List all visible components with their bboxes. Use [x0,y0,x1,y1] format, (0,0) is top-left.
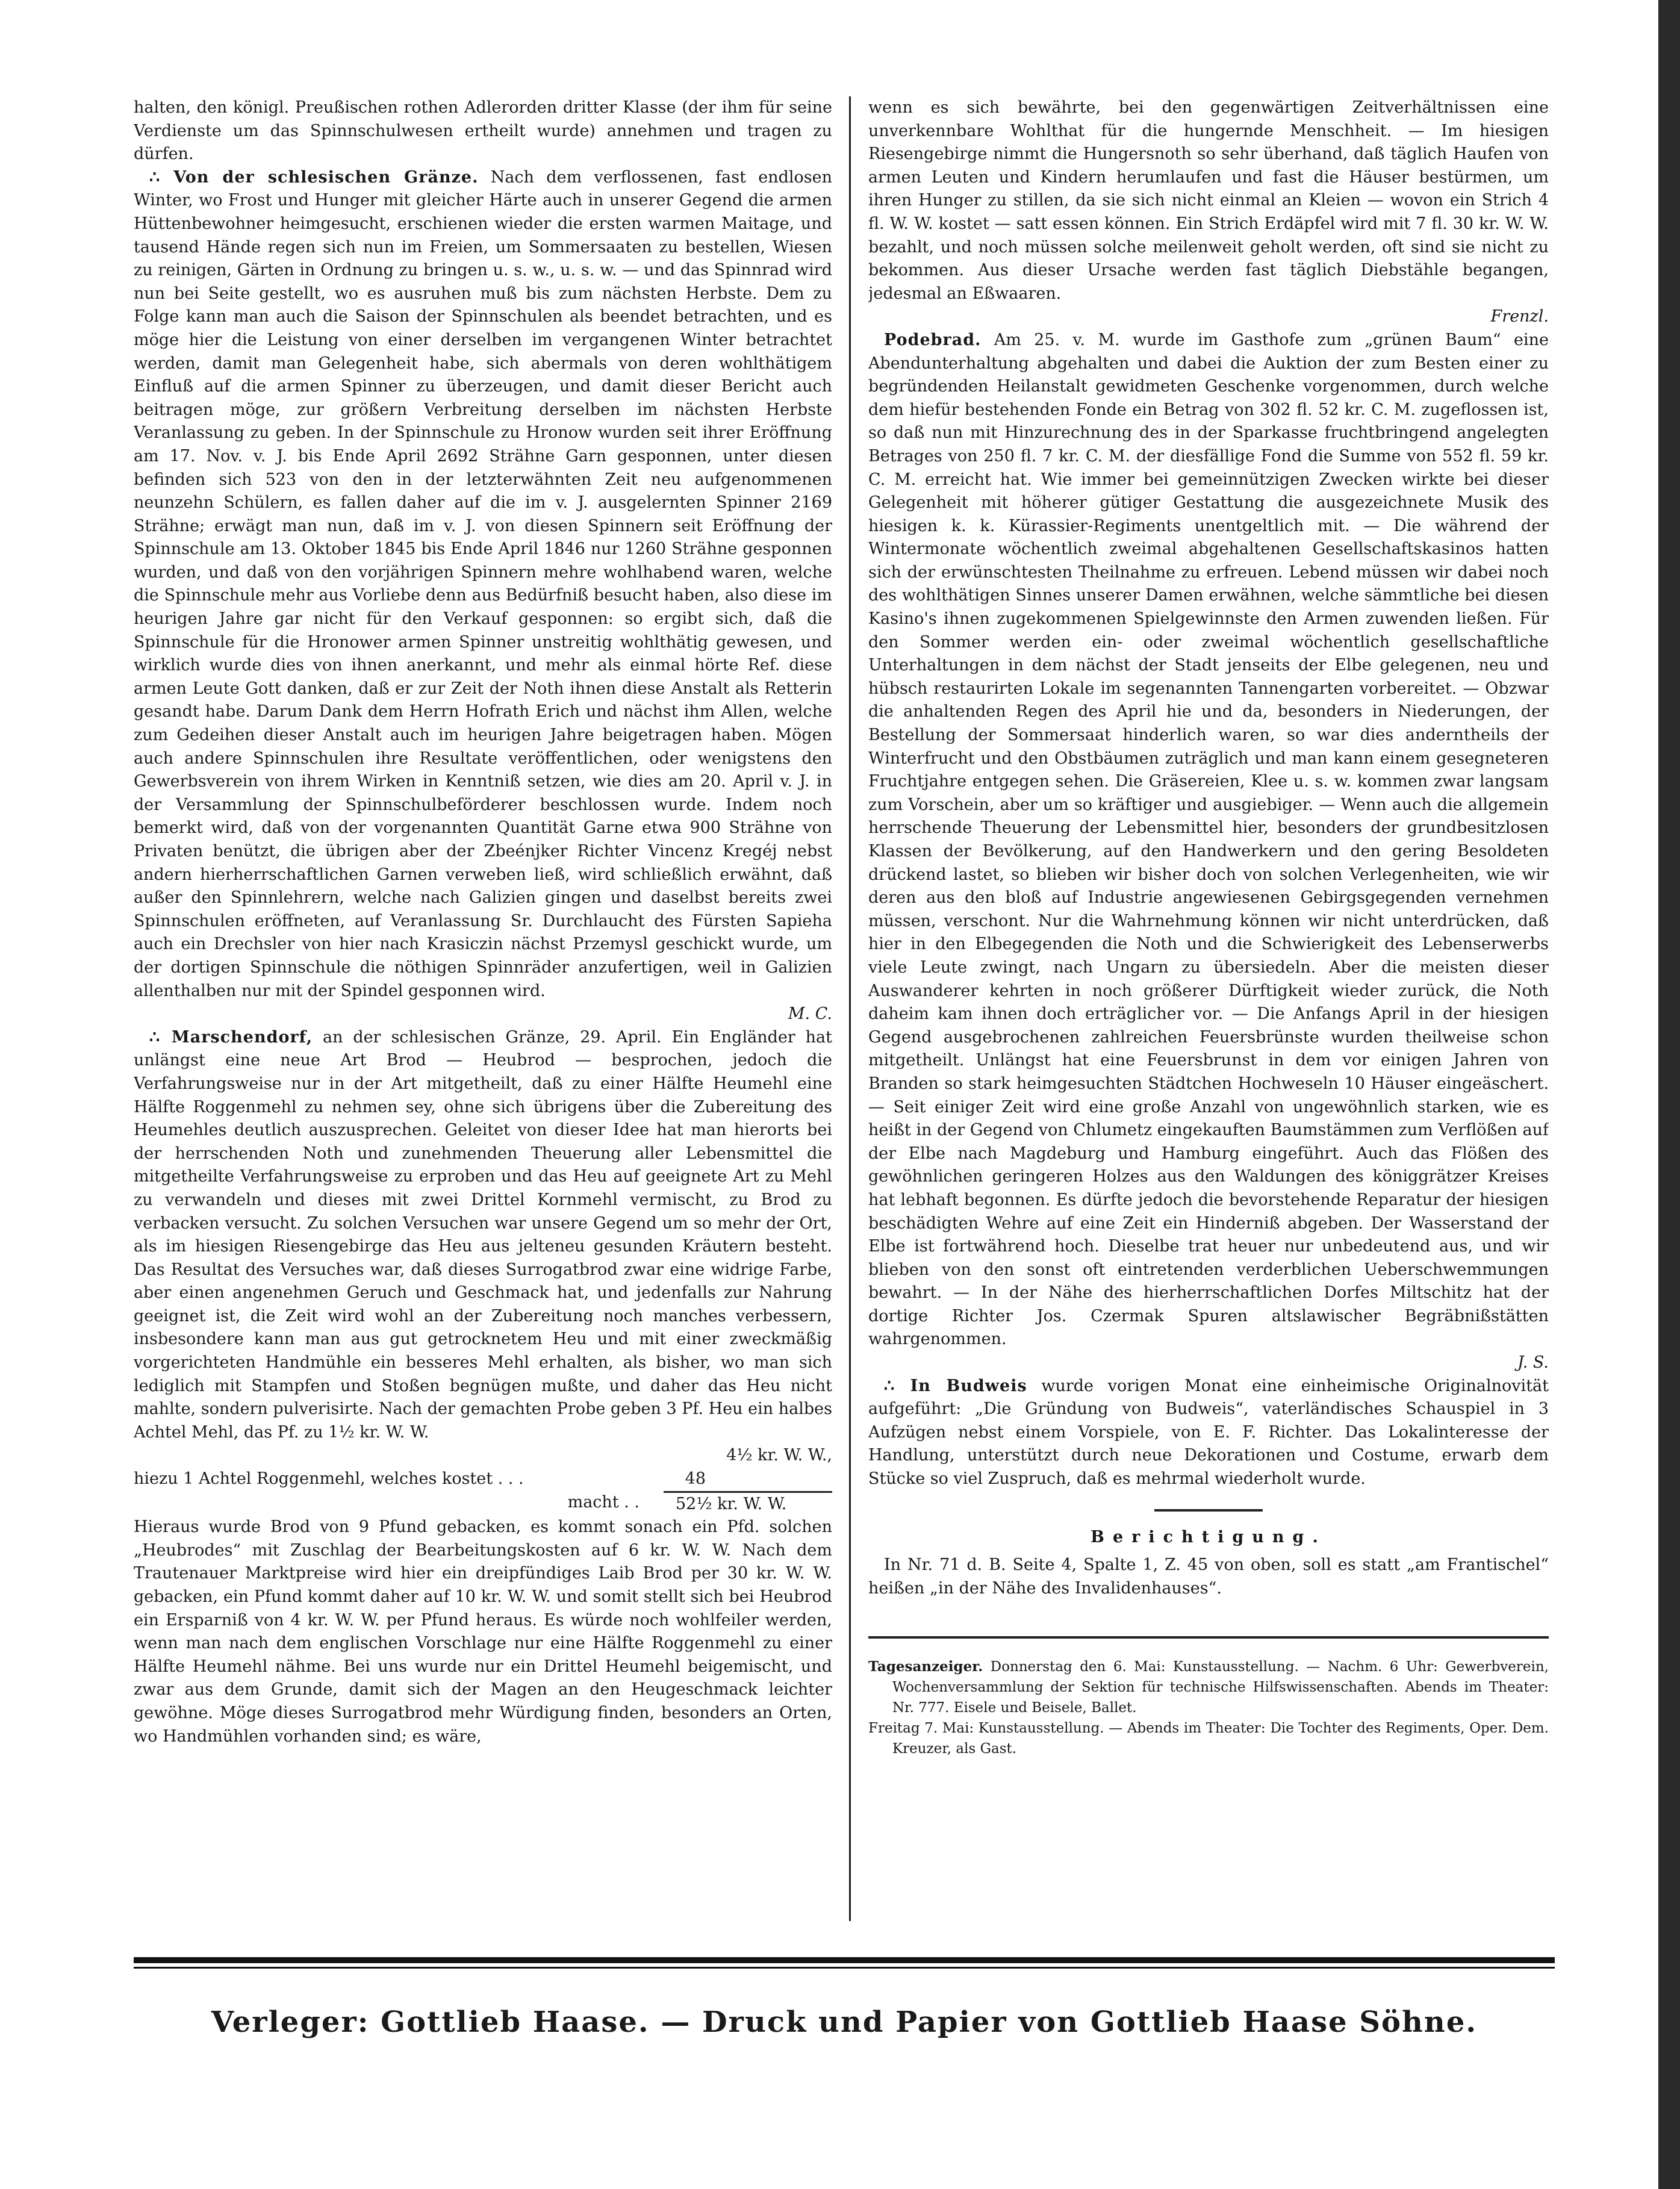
calc-total-label: macht . . [567,1492,639,1512]
article-signature: Frenzl. [1490,307,1549,326]
continued-paragraph [868,96,1549,329]
section-divider [1154,1509,1263,1512]
article-signature: M. C. [788,1004,832,1024]
left-column [134,96,832,1939]
intro-paragraph: halten, den königl. Preußischen rothen Adlerorden dritter Klasse (der ihm für seine Verdienste um das Spinnschulwesen ertheilt wurde) annehmen und tragen zu dürfen. [134,98,832,164]
calc-value: 4½ kr. W. W., [726,1446,832,1465]
tagesanzeiger-entry [868,1657,1549,1718]
tagesanzeiger-entry: Freitag 7. Mai: Kunstausstellung. — Abends im Theater: Die Tochter des Regiments, Oper. Dem. Kreuzer, als Gast. [868,1720,1549,1757]
article-podebrad [868,329,1549,1375]
footer-rule-thin [134,1967,1555,1969]
article-text: Am 25. v. M. wurde im Gasthofe zum „grünen Baum“ eine Abendunterhaltung abgehalten und dabei die Auktion der zum Besten einer zu begründenden Heilanstalt gewidmeten Geschenke vorgenommen, durch welche dem hiefür bestehenden Fonde ein Betrag von 302 fl. 52 kr. C. M. zugeflossen ist, so daß nun mit Hinzurechnung des in der Sparkasse fruchtbringend angelegten Betrages von 250 fl. 7 kr. C. M. der diesfällige Fond die Summe von 552 fl. 59 kr. C. M. erreicht hat. Wie immer bei gemeinnützigen Zwecken wirkte bei dieser Gelegenheit mit höherer gütiger Gestattung die ausgezeichnete Musik des hiesigen k. k. Kürassier-Regiments unentgeltlich mit. — Die während der Wintermonate wöchentlich zweimal abgehaltenen Gesellschaftskasinos hatten sich der erwünschtesten Theilnahme zu erfreuen. Lebend müssen wir dabei noch des wohlthätigen Sinnes unserer Damen erwähnen, welche sämmtliche bei diesen Kasino's ihnen zugekommenen Spielgewinnste den Armen zuwenden ließen. Für den Sommer werden ein- oder zweimal wöchentlich gesellschaftliche Unterhaltungen in dem nächst der Stadt jenseits der Elbe gelegenen, neu und hübsch restaurirten Lokale im segenannten Tannengarten vorbereitet. — Obzwar die anhaltenden Regen des April hie und da, besonders in Niederungen, der Bestellung der Sommersaat hinderlich waren, so war dies anderntheils der Winterfrucht und den Obstbäumen zuträglich und man kann einem gesegneteren Fruchtjahre entgegen sehen. Die Gräsereien, Klee u. s. w. kommen zwar langsam zum Vorschein, aber um so kräftiger und ausgiebiger. — Wenn auch die allgemein herrschende Theuerung der Lebensmittel hier, besonders der grundbesitzlosen Klassen der Bevölkerung, auf den Handwerkern und den gering Besoldeten drückend lastet, so blieben wir bisher doch von solchen Verlegenheiten, wie wir deren aus den bloß auf Industrie angewiesenen Gebirgsgegenden vernehmen müssen, verschont. Nur die Wahrnehmung können wir nicht unterdrücken, daß hier in den Elbegegenden die Noth und die Schwierigkeit des Lebenserwerbs viele Leute zwingt, nach Ungarn zu übersiedeln. Aber die meisten dieser Auswanderer kehrten in noch größerer Dürftigkeit wieder zurück, die Noth daheim kam ihnen doch erträglicher vor. — Die Anfangs April in der hiesigen Gegend ausgebrochenen zahlreichen Feuersbrünste wurden theilweise schon mitgetheilt. Unlängst hat eine Feuersbrunst in dem vor einigen Jahren von Branden so stark heimgesuchten Städtchen Hochweseln 10 Häuser eingeäschert. — Seit einiger Zeit wird eine große Anzahl von ungewöhnlich starken, wie es heißt in der Gegend von Chlumetz eingekauften Baumstämmen zum Verflößen auf der Elbe nach Magdeburg und Hamburg eingeführt. Auch das Flößen des gewöhnlichen geringeren Holzes aus den Waldungen des königgrätzer Kreises hat lebhaft begonnen. Es dürfte jedoch die bevorstehende Reparatur der hiesigen beschädigten Wehre auf eine Zeit ein Hinderniß abgeben. Der Wasserstand der Elbe ist fortwährend hoch. Dieselbe trat heuer nur unbedeutend aus, und wir blieben von den sonst oft eintretenden verderblichen Ueberschwemmungen bewahrt. — In der Nähe des hierherrschaftlichen Dorfes Miltschitz hat der dortige Richter Jos. Czermak Spuren altslawischer Begräbnißstätten wahrgenommen. [868,330,1549,1349]
correction-heading: Berichtigung. [1090,1527,1327,1546]
calc-row [134,1468,832,1491]
newspaper-page [134,96,1555,2144]
calc-row [134,1444,832,1468]
calc-total [134,1491,832,1516]
tagesanzeiger-label: Tagesanzeiger. [868,1658,983,1675]
tagesanzeiger-text: Donnerstag den 6. Mai: Kunstausstellung. — Nachm. 6 Uhr: Gewerbverein, Wochenversammlung der Sektion für technische Hilfswissenschaften. Abends im Theater: Nr. 777. Eisele und Beisele, Ballet. [892,1659,1549,1716]
article-schlesische-graenze [134,166,832,1026]
article-text: an der schlesischen Gränze, 29. April. Ein Engländer hat unlängst eine neue Art Brod — Heubrod — besprochen, jedoch die Verfahrungsweise nur in der Art mitgetheilt, daß zu einer Hälfte Heumehl eine Hälfte Roggenmehl zu nehmen sey, ohne sich übrigens über die Zubereitung des Heumehles deutlich auszusprechen. Geleitet von dieser Idee hat man hierorts bei der herrschenden Noth und zunehmenden Theuerung aller Lebensmittel die mitgetheilte Verfahrungsweise zu erproben und das Heu auf geeignete Art zu Mehl zu verwandeln und dieses mit zwei Drittel Kornmehl vermischt, zu Brod zu verbacken versucht. Zu solchen Versuchen war unsere Gegend um so mehr der Ort, als im hiesigen Riesengebirge das Heu aus jelteneu gesunden Kräutern besteht. Das Resultat des Versuches war, daß dieses Surrogatbrod zwar eine widrige Farbe, aber einen angenehmen Geruch und Geschmack hat, und jedenfalls zur Nahrung geeignet ist, die Zeit wird wohl an der Zubereitung noch manches verbessern, insbesondere kann man aus gut getrocknetem Heu und mit einer zweckmäßig vorgerichteten Handmühle ein besseres Mehl erhalten, als bisher, wo man sich lediglich mit Stampfen und Stoßen begnügen mußte, und daher das Heu nicht mahlte, sondern pulverisirte. Nach der gemachten Probe geben 3 Pf. Heu ein halbes Achtel Mehl, das Pf. zu 1½ kr. W. W. [134,1027,832,1442]
scan-edge [1658,0,1680,2189]
columns [134,96,1555,1939]
footer-rule-thick [134,1957,1555,1963]
article-marschendorf [134,1026,832,1445]
price-calculation [134,1444,832,1516]
article-budweis [868,1375,1549,1491]
correction-text: In Nr. 71 d. B. Seite 4, Spalte 1, Z. 45 von oben, soll es statt „am Frantischel“ heißen „in der Nähe des Invalidenhauses“. [868,1555,1549,1598]
calc-value: 48 [685,1469,706,1489]
article-lead: Podebrad. [884,330,982,349]
article-lead: ∴ Marschendorf, [149,1027,313,1047]
column-rule [849,96,851,1921]
article-lead: ∴ In Budweis [884,1376,1027,1395]
article-text: Nach dem verflossenen, fast endlosen Winter, wo Frost und Hunger mit gleicher Härte auch in unserer Gegend die armen Hüttenbewohner heimgesucht, erschienen wieder die ersten warmen Maitage, und tausend Hände regen sich nun im Freien, um Sommersaaten zu bestellen, Wiesen zu reinigen, Gärten in Ordnung zu bringen u. s. w., u. s. w. — und das Spinnrad wird nun bei Seite gestellt, wo es ausruhen muß bis zum nächsten Herbste. Dem zu Folge kann man auch die Saison der Spinnschulen als beendet betrachten, und es möge hier die Leistung von einer derselben im vergangenen Winter betrachtet werden, damit man Gelegenheit habe, sich abermals von deren wohlthätigem Einfluß auf die armen Spinner zu überzeugen, und damit dieser Bericht auch beitragen möge, zur größern Verbreitung derselben im nächsten Herbste Veranlassung zu geben. In der Spinnschule zu Hronow wurden seit ihrer Eröffnung am 17. Nov. v. J. bis Ende April 2692 Strähne Garn gesponnen, unter diesen befinden sich 523 von den in der letzterwähnten Zeit neu aufgenommenen neunzehn Schülern, es fallen daher auf die im v. J. ausgelernten Spinner 2169 Strähne; erwägt man nun, daß im v. J. von diesen Spinnern seit Eröffnung der Spinnschule am 13. Oktober 1845 bis Ende April 1846 nur 1260 Strähne gesponnen wurden, und daß von den vorjährigen Spinnern mehre wohlhabend waren, welche die Spinnschule mehr aus Vorliebe denn aus Bedürfniß besucht haben, also diese im heurigen Jahre gar nicht für den Verkauf gesponnen: so ergibt sich, daß die Spinnschule für die Hronower armen Spinner unstreitig wohlthätig gewesen, und wirklich wurde dies von ihnen anerkannt, und mehr als einmal hörte Ref. diese armen Leute Gott danken, daß er zur Zeit der Noth ihnen diese Anstalt als Retterin gesandt habe. Darum Dank dem Herrn Hofrath Erich und nächst ihm Allen, welche zum Gedeihen dieser Anstalt auch im heurigen Jahre beigetragen haben. Mögen auch andere Spinnschulen ihre Resultate veröffentlichen, oder wenigstens den Gewerbsverein von ihrem Wirken in Kenntniß setzen, wie dies am 20. April v. J. in der Versammlung der Spinnschulbeförderer beschlossen wurde. Indem noch bemerkt wird, daß von der vorgenannten Quantität Garne etwa 900 Strähne von Privaten benützt, die übrigen aber der Zbeénjker Richter Vincenz Kregéj nebst andern hierherrschaftlichen Garnen verweben ließ, wird schließlich erwähnt, daß außer den Spinnlehrern, welche nach Galizien gingen und daselbst bereits zwei Spinnschulen eröffneten, auf Veranlassung Sr. Durchlaucht des Fürsten Sapieha auch ein Drechsler von hier nach Krasiczin nächst Przemysl geschickt wurde, um der dortigen Spinnschule die nöthigen Spinnräder anzufertigen, weil in Galizien allenthalben nur mit der Spindel gesponnen wird. [134,167,832,1000]
section-rule [868,1636,1549,1639]
paragraph-heubrod: Hieraus wurde Brod von 9 Pfund gebacken, es kommt sonach ein Pfd. solchen „Heubrodes“ mit Zuschlag der Bearbeitungskosten auf 6 kr. W. W. Nach dem Trautenauer Marktpreise wird hier ein dreipfündiges Laib Brod per 30 kr. W. W. gebacken, ein Pfund kommt daher auf 10 kr. W. W. und somit stellt sich bei Heubrod ein Ersparniß von 4 kr. W. W. per Pfund heraus. Es würde noch wohlfeiler werden, wenn man nach dem englischen Vorschlage nur eine Hälfte Roggenmehl zu einer Hälfte Heumehl nähme. Bei uns wurde nur ein Drittel Heumehl beigemischt, und zwar aus dem Grunde, damit sich der Magen an den Heugeschmack leichter gewöhne. Möge dieses Surrogatbrod mehr Würdigung finden, besonders an Orten, wo Handmühlen vorhanden sind; es wäre, [134,1518,832,1746]
calc-label: hiezu 1 Achtel Roggenmehl, welches kostet . . . [134,1469,524,1489]
imprint-line: Verleger: Gottlieb Haase. — Druck und Papier von Gottlieb Haase Söhne. [211,2005,1478,2039]
article-lead: ∴ Von der schlesischen Gränze. [149,167,479,187]
article-signature: J. S. [1517,1353,1549,1372]
tagesanzeiger [868,1657,1549,1759]
article-text: wenn es sich bewährte, bei den gegenwärtigen Zeitverhältnissen eine unverkennbare Wohlthat für die hungernde Menschheit. — Im hiesigen Riesengebirge nimmt die Hungersnoth so sehr überhand, daß täglich Haufen von armen Leuten und Kindern herumlaufen und fast die Häuser bestürmen, um ihren Hunger zu stillen, da sie sich nicht einmal an Kleien — wovon ein Strich 4 fl. W. W. kostet — satt essen können. Ein Strich Erdäpfel wird mit 7 fl. 30 kr. W. W. bezahlt, und noch müssen solche meilenweit geholt werden, oft sind sie nicht zu bekommen. Aus dieser Ursache werden fast täglich Diebstähle begangen, jedesmal an Eßwaaren. [868,98,1549,303]
article-text: wurde vorigen Monat eine einheimische Originalnovität aufgeführt: „Die Gründung von Budweis“, vaterländisches Schauspiel in 3 Aufzügen nebst einem Vorspiele, von E. F. Richter. Das Lokalinteresse der Handlung, unterstützt durch neue Dekorationen und Costume, erwarb dem Stücke so viel Zuspruch, daß es mehrmal wiederholt wurde. [868,1376,1549,1489]
calc-total-value: 52½ kr. W. W. [664,1491,832,1516]
right-column [868,96,1549,1939]
